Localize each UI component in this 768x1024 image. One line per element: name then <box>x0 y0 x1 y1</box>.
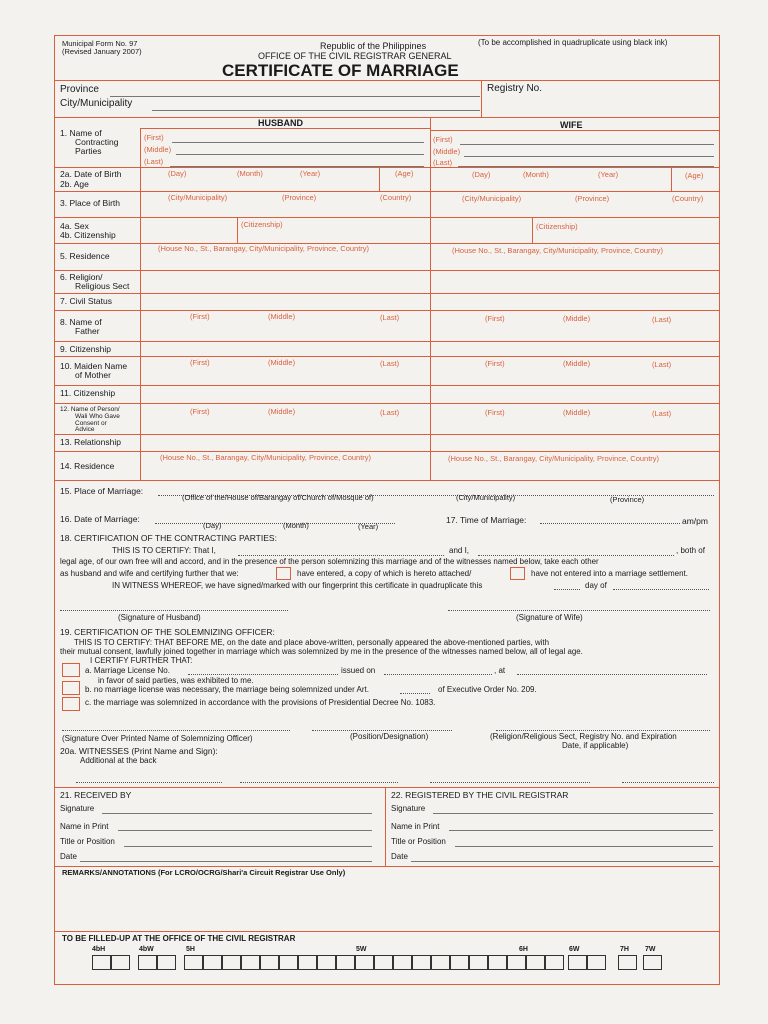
received-signature-field[interactable] <box>102 813 372 814</box>
officer-signature-line[interactable] <box>62 730 290 731</box>
option-a-checkbox[interactable] <box>62 663 80 677</box>
divider <box>481 80 482 117</box>
divider <box>385 787 386 866</box>
row-line <box>54 191 720 192</box>
wife-last-field[interactable] <box>458 166 714 167</box>
received-position-field[interactable] <box>124 846 372 847</box>
registry-label: Registry No. <box>487 83 543 94</box>
remarks-area[interactable] <box>55 880 719 930</box>
label-citizenship: 4b. Citizenship <box>60 230 116 240</box>
label-residence-consent: 14. Residence <box>60 461 115 471</box>
officer-signature-label: (Signature Over Printed Name of Solemnizing Officer) <box>62 734 253 743</box>
code-box[interactable] <box>526 955 545 970</box>
registered-date-label: Date <box>391 852 408 861</box>
wife-header: WIFE <box>560 120 583 130</box>
cert18-text: have entered, a copy of which is hereto attached/ <box>297 569 472 578</box>
label-consent: Consent or <box>75 420 107 427</box>
sub-middle: (Middle) <box>563 359 591 368</box>
license-no-field[interactable] <box>188 674 338 675</box>
cert19-text: b. no marriage license was necessary, the marriage being solemnized under Art. <box>85 685 369 694</box>
city-line[interactable] <box>152 110 480 111</box>
husband-certify-name[interactable] <box>238 555 444 556</box>
option-c-checkbox[interactable] <box>62 697 80 711</box>
code-label: 7W <box>645 946 656 953</box>
registered-title-label: Title or Position <box>391 837 446 846</box>
sub-year: (Year) <box>358 522 379 531</box>
cert18-text: and I, <box>449 546 470 555</box>
label-religion: 6. Religion/ <box>60 272 103 282</box>
registered-name-field[interactable] <box>449 830 713 831</box>
sub-address: (House No., St., Barangay, City/Municipality, Province, Country) <box>452 246 664 255</box>
cert18-title: 18. CERTIFICATION OF THE CONTRACTING PARTIES: <box>60 533 277 543</box>
republic-text: Republic of the Philippines <box>320 41 427 51</box>
code-label: 4bH <box>92 946 106 953</box>
husband-header: HUSBAND <box>258 118 303 128</box>
row-line <box>54 293 720 294</box>
wife-signature-line[interactable] <box>448 610 710 611</box>
code-box[interactable] <box>412 955 431 970</box>
registered-position-field[interactable] <box>455 846 713 847</box>
cert19-text: issued on <box>341 666 376 675</box>
label-mother: of Mother <box>75 370 111 380</box>
sub-middle: (Middle) <box>144 145 172 154</box>
label-consent: Advice <box>75 426 95 433</box>
wife-first-field[interactable] <box>460 144 714 145</box>
divider <box>54 80 720 81</box>
settlement-not-entered-checkbox[interactable] <box>510 567 525 580</box>
code-label: 4bW <box>139 946 154 953</box>
form-revised: (Revised January 2007) <box>62 47 142 56</box>
code-box[interactable] <box>488 955 507 970</box>
code-box[interactable] <box>241 955 260 970</box>
witness-line[interactable] <box>430 782 590 783</box>
code-box[interactable] <box>469 955 488 970</box>
code-box[interactable] <box>184 955 203 970</box>
code-box[interactable] <box>298 955 317 970</box>
husband-middle-field[interactable] <box>176 154 424 155</box>
husband-signature-line[interactable] <box>60 610 288 611</box>
cert19-text: I CERTIFY FURTHER THAT: <box>90 656 193 665</box>
wife-certify-name[interactable] <box>478 555 674 556</box>
row-line <box>54 385 720 386</box>
office-text: OFFICE OF THE CIVIL REGISTRAR GENERAL <box>258 51 452 61</box>
sub-first: (First) <box>190 407 210 416</box>
sub-province: (Province) <box>282 193 317 202</box>
sub-middle: (Middle) <box>268 358 296 367</box>
cert19-text: a. Marriage License No. <box>85 666 170 675</box>
witnesses-title: 20a. WITNESSES (Print Name and Sign): <box>60 746 218 756</box>
cert19-text: THIS IS TO CERTIFY: THAT BEFORE ME, on the date and place above-written, personally appeared the above-mentioned parties, with <box>74 638 549 647</box>
label-sex: 4a. Sex <box>60 221 89 231</box>
code-box[interactable] <box>336 955 355 970</box>
sub-first: (First) <box>190 358 210 367</box>
sub-year: (Year) <box>598 170 619 179</box>
sub-country: (Country) <box>672 194 704 203</box>
code-box[interactable] <box>92 955 111 970</box>
registered-date-field[interactable] <box>411 861 713 862</box>
label-consent: Wali Who Gave <box>75 413 120 420</box>
sub-age: (Age) <box>685 171 704 180</box>
label-relationship: 13. Relationship <box>60 437 121 447</box>
row-line <box>54 243 720 244</box>
sub-address: (House No., St., Barangay, City/Municipality, Province, Country) <box>160 453 372 462</box>
code-box[interactable] <box>568 955 587 970</box>
sub-middle: (Middle) <box>563 314 591 323</box>
date-of-marriage-label: 16. Date of Marriage: <box>60 514 140 524</box>
received-signature-label: Signature <box>60 804 95 813</box>
code-box[interactable] <box>431 955 450 970</box>
divider <box>54 117 720 118</box>
wife-signature-label: (Signature of Wife) <box>516 613 583 622</box>
cert18-text: IN WITNESS WHEREOF, we have signed/marked with our fingerprint this certificate in quadruplicate this <box>112 581 483 590</box>
code-box[interactable] <box>260 955 279 970</box>
sub-last: (Last) <box>652 409 672 418</box>
row-line <box>54 356 720 357</box>
sub-age: (Age) <box>395 169 414 178</box>
place-of-marriage-label: 15. Place of Marriage: <box>60 486 144 496</box>
sub-last: (Last) <box>380 313 400 322</box>
sub-last: (Last) <box>652 360 672 369</box>
sub-last: (Last) <box>380 408 400 417</box>
sub-last: (Last) <box>652 315 672 324</box>
label-name: Parties <box>75 146 102 156</box>
code-box[interactable] <box>587 955 606 970</box>
issued-on-field[interactable] <box>384 674 492 675</box>
received-date-label: Date <box>60 852 77 861</box>
code-box[interactable] <box>393 955 412 970</box>
code-label: 7H <box>620 946 629 953</box>
row-line <box>54 341 720 342</box>
code-box[interactable] <box>374 955 393 970</box>
code-box[interactable] <box>643 955 662 970</box>
sub-last: (Last) <box>144 157 164 166</box>
label-consent: 12. Name of Person/ <box>60 406 120 413</box>
registered-name-label: Name in Print <box>391 822 440 831</box>
code-box[interactable] <box>222 955 241 970</box>
sub-day: (Day) <box>472 170 491 179</box>
cert18-text: day of <box>585 581 607 590</box>
code-box[interactable] <box>450 955 469 970</box>
cert19-text: , at <box>494 666 506 675</box>
sub-address: (House No., St., Barangay, City/Municipality, Province, Country) <box>448 454 660 463</box>
label-civil-status: 7. Civil Status <box>60 296 112 306</box>
witness-line[interactable] <box>240 782 398 783</box>
cert19-title: 19. CERTIFICATION OF THE SOLEMNIZING OFFICER: <box>60 627 275 637</box>
sub-province: (Province) <box>610 495 645 504</box>
label-father: Father <box>75 326 100 336</box>
position-line[interactable] <box>312 730 452 731</box>
province-label: Province <box>60 84 99 95</box>
religion-label: (Religion/Religious Sect, Registry No. and Expiration <box>490 732 677 741</box>
divider <box>430 117 431 480</box>
province-line[interactable] <box>110 96 480 97</box>
sub-city: (City/Municipality) <box>168 193 228 202</box>
divider <box>671 167 672 191</box>
witness-line[interactable] <box>76 782 222 783</box>
sub-city: (City/Municipality) <box>462 194 522 203</box>
row-line <box>54 434 720 435</box>
sub-first: (First) <box>144 133 164 142</box>
issued-at-field[interactable] <box>517 674 707 675</box>
sub-last: (Last) <box>380 359 400 368</box>
cert18-text: have not entered into a marriage settlement. <box>531 569 688 578</box>
code-box[interactable] <box>203 955 222 970</box>
ampm-label: am/pm <box>682 516 708 526</box>
sub-day: (Day) <box>203 521 222 530</box>
divider <box>237 217 238 243</box>
divider <box>140 128 141 480</box>
time-of-marriage-label: 17. Time of Marriage: <box>446 515 527 525</box>
husband-first-field[interactable] <box>172 142 424 143</box>
option-b-checkbox[interactable] <box>62 681 80 695</box>
sub-day: (Day) <box>168 169 187 178</box>
cert19-text: of Executive Order No. 209. <box>438 685 537 694</box>
sub-middle: (Middle) <box>563 408 591 417</box>
code-box[interactable] <box>618 955 637 970</box>
sub-last: (Last) <box>433 158 453 167</box>
label-pob: 3. Place of Birth <box>60 198 121 208</box>
article-field[interactable] <box>400 693 430 694</box>
position-label: (Position/Designation) <box>350 732 429 741</box>
label-name: 1. Name of <box>60 128 102 138</box>
registered-signature-field[interactable] <box>433 813 713 814</box>
wife-middle-field[interactable] <box>464 156 714 157</box>
sub-middle: (Middle) <box>268 407 296 416</box>
code-box[interactable] <box>317 955 336 970</box>
cert18-text: legal age, of our own free will and accord, and in the presence of the person solemnizing this marriage and of the witnesses named below, take each other <box>60 557 599 566</box>
label-citizenship-father: 9. Citizenship <box>60 344 112 354</box>
husband-signature-label: (Signature of Husband) <box>118 613 201 622</box>
sub-first: (First) <box>433 135 453 144</box>
husband-last-field[interactable] <box>170 166 424 167</box>
registered-signature-label: Signature <box>391 804 426 813</box>
row-line <box>54 310 720 311</box>
row-line <box>54 217 720 218</box>
sub-first: (First) <box>485 408 505 417</box>
sub-middle: (Middle) <box>268 312 296 321</box>
sub-country: (Country) <box>380 193 412 202</box>
divider <box>54 787 720 788</box>
religion-line[interactable] <box>496 730 710 731</box>
sub-province: (Province) <box>575 194 610 203</box>
witnesses-note: Additional at the back <box>80 756 157 765</box>
divider <box>54 931 720 932</box>
sub-address: (House No., St., Barangay, City/Municipality, Province, Country) <box>158 244 370 253</box>
divider <box>532 217 533 243</box>
sub-first: (First) <box>485 314 505 323</box>
footer-title: TO BE FILLED-UP AT THE OFFICE OF THE CIVIL REGISTRAR <box>62 934 296 943</box>
row-line <box>54 403 720 404</box>
cert19-text: in favor of said parties, was exhibited to me. <box>98 676 254 685</box>
cert18-text: , both of <box>676 546 705 555</box>
received-name-label: Name in Print <box>60 822 109 831</box>
code-box[interactable] <box>138 955 157 970</box>
religion-label: Date, if applicable) <box>562 741 629 750</box>
witness-line[interactable] <box>622 782 714 783</box>
received-title: 21. RECEIVED BY <box>60 790 132 800</box>
code-box[interactable] <box>157 955 176 970</box>
code-box[interactable] <box>279 955 298 970</box>
code-box[interactable] <box>507 955 526 970</box>
label-father: 8. Name of <box>60 317 102 327</box>
sub-month: (Month) <box>237 169 263 178</box>
row-line <box>54 451 720 452</box>
sub-first: (First) <box>190 312 210 321</box>
code-box[interactable] <box>355 955 374 970</box>
day-field[interactable] <box>554 589 580 590</box>
cert19-text: c. the marriage was solemnized in accordance with the provisions of Presidential Decree No. 1083. <box>85 698 436 707</box>
code-box[interactable] <box>545 955 564 970</box>
sub-month: (Month) <box>523 170 549 179</box>
row-line <box>54 270 720 271</box>
code-box[interactable] <box>111 955 130 970</box>
code-label: 5H <box>186 946 195 953</box>
cert18-text: as husband and wife and certifying further that we: <box>60 569 239 578</box>
received-date-field[interactable] <box>80 861 372 862</box>
divider <box>430 130 720 131</box>
sub-year: (Year) <box>300 169 321 178</box>
row-line <box>54 480 720 481</box>
code-label: 5W <box>356 946 367 953</box>
received-name-field[interactable] <box>118 830 372 831</box>
ink-instruction: (To be accomplished in quadruplicate using black ink) <box>478 38 668 47</box>
sub-middle: (Middle) <box>433 147 461 156</box>
registered-title: 22. REGISTERED BY THE CIVIL REGISTRAR <box>391 790 569 800</box>
received-title-label: Title or Position <box>60 837 115 846</box>
sub-first: (First) <box>485 359 505 368</box>
divider <box>379 167 380 191</box>
divider <box>140 128 430 129</box>
page-title: CERTIFICATE OF MARRIAGE <box>222 61 459 80</box>
label-dob: 2a. Date of Birth <box>60 169 122 179</box>
sub-office: (Office of the/House of/Barangay of/Church of/Mosque of) <box>182 493 374 502</box>
remarks-title: REMARKS/ANNOTATIONS (For LCRO/OCRG/Shari'a Circuit Registrar Use Only) <box>62 868 346 877</box>
label-citizenship-mother: 11. Citizenship <box>60 388 116 398</box>
sub-citizenship: (Citizenship) <box>536 222 578 231</box>
divider <box>54 866 720 867</box>
sub-city: (City/Municipality) <box>456 493 516 502</box>
cert18-text: THIS IS TO CERTIFY: That I, <box>112 546 216 555</box>
city-label: City/Municipality <box>60 98 133 109</box>
label-religion: Religious Sect <box>75 281 130 291</box>
cert19-text: their mutual consent, lawfully joined together in marriage which was solemnized by me in the presence of the witnesses named below, all of legal age. <box>60 647 583 656</box>
code-label: 6H <box>519 946 528 953</box>
label-age: 2b. Age <box>60 179 89 189</box>
row-line <box>54 167 720 168</box>
label-name: Contracting <box>75 137 119 147</box>
month-year-field[interactable] <box>613 589 709 590</box>
time-of-marriage-field[interactable] <box>540 523 680 524</box>
sub-citizenship: (Citizenship) <box>241 220 283 229</box>
label-mother: 10. Maiden Name <box>60 361 128 371</box>
sub-month: (Month) <box>283 521 309 530</box>
form-border <box>54 35 720 985</box>
settlement-entered-checkbox[interactable] <box>276 567 291 580</box>
form-number: Municipal Form No. 97 <box>62 39 138 48</box>
label-residence: 5. Residence <box>60 251 110 261</box>
code-label: 6W <box>569 946 580 953</box>
